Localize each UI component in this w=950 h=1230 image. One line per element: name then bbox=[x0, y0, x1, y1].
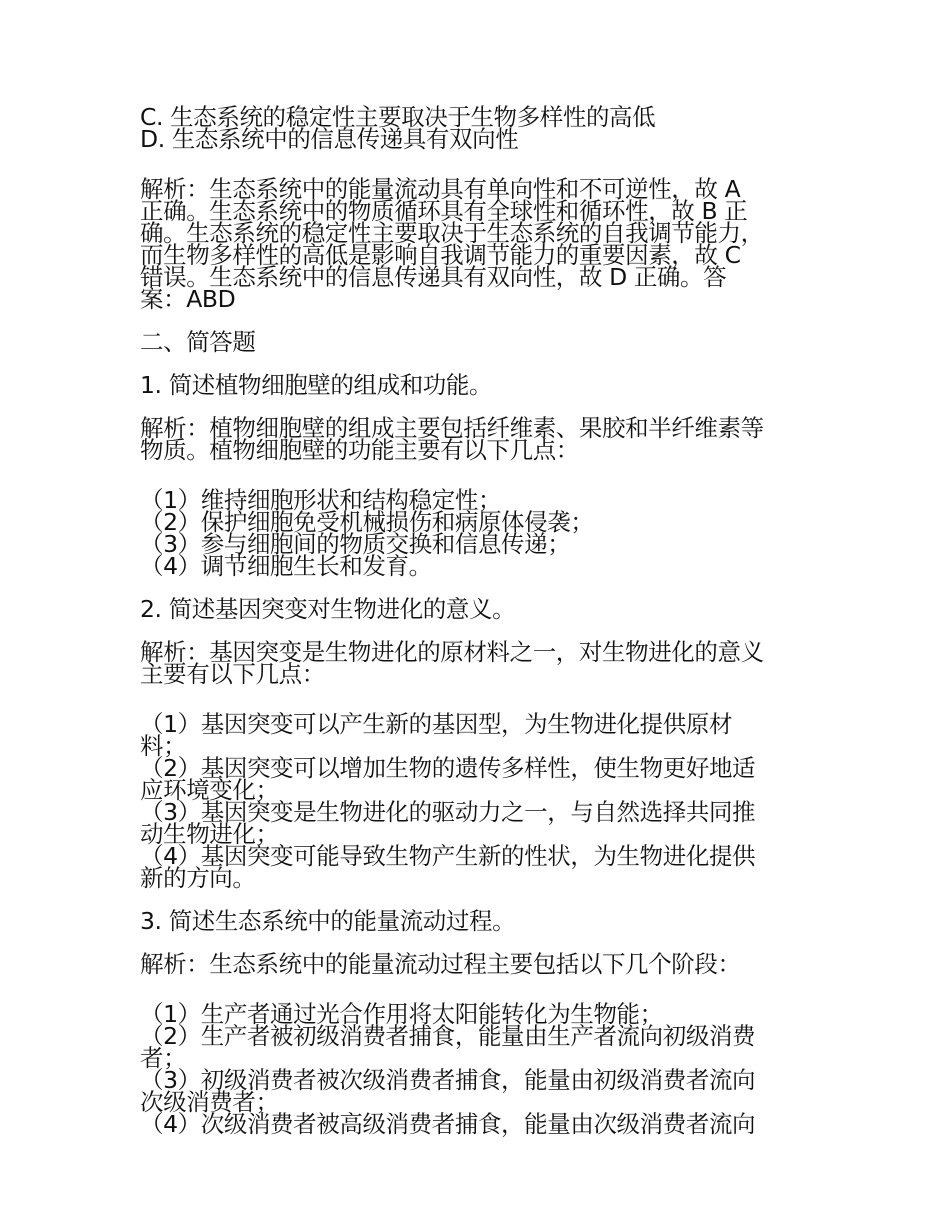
list-item: （3）参与细胞间的物质交换和信息传递； bbox=[140, 530, 571, 558]
list-item: 应环境变化； bbox=[140, 776, 279, 804]
analysis-line: 物质。植物细胞壁的功能主要有以下几点： bbox=[140, 436, 579, 464]
analysis-line: 案：ABD bbox=[140, 285, 236, 313]
analysis-line: 正确。生态系统中的物质循环具有全球性和循环性，故 B 正 bbox=[140, 197, 748, 225]
analysis-line: 解析：生态系统中的能量流动具有单向性和不可逆性，故 A bbox=[140, 175, 741, 203]
list-item: （4）调节细胞生长和发育。 bbox=[140, 552, 432, 580]
analysis-line: 解析：生态系统中的能量流动过程主要包括以下几个阶段： bbox=[140, 950, 741, 978]
question-3-points bbox=[140, 1000, 820, 1138]
question-1-points bbox=[140, 486, 820, 580]
list-item: （2）保护细胞免受机械损伤和病原体侵袭； bbox=[140, 508, 594, 536]
question-2-points bbox=[140, 710, 820, 892]
list-item: （3）初级消费者被次级消费者捕食，能量由初级消费者流向 bbox=[140, 1066, 756, 1094]
analysis-line: 确。生态系统的稳定性主要取决于生态系统的自我调节能力， bbox=[140, 219, 764, 247]
analysis-line: 而生物多样性的高低是影响自我调节能力的重要因素，故 C bbox=[140, 241, 741, 269]
list-item: 动生物进化； bbox=[140, 820, 279, 848]
choice-analysis bbox=[140, 175, 820, 313]
question-3: 3. 简述生态系统中的能量流动过程。 bbox=[140, 907, 516, 935]
list-item: 次级消费者； bbox=[140, 1088, 279, 1116]
list-item: （1）生产者通过光合作用将太阳能转化为生物能； bbox=[140, 1000, 663, 1028]
option-c: C. 生态系统的稳定性主要取决于生物多样性的高低 bbox=[140, 103, 656, 131]
document-page bbox=[140, 103, 820, 1138]
list-item: （4）基因突变可能导致生物产生新的性状，为生物进化提供 bbox=[140, 842, 756, 870]
question-2-analysis bbox=[140, 638, 820, 688]
list-item: 新的方向。 bbox=[140, 864, 256, 892]
list-item: （2）基因突变可以增加生物的遗传多样性，使生物更好地适 bbox=[140, 754, 756, 782]
list-item: （3）基因突变是生物进化的驱动力之一，与自然选择共同推 bbox=[140, 798, 756, 826]
list-item: （4）次级消费者被高级消费者捕食，能量由次级消费者流向 bbox=[140, 1110, 756, 1138]
question-1: 1. 简述植物细胞壁的组成和功能。 bbox=[140, 371, 493, 399]
question-2: 2. 简述基因突变对生物进化的意义。 bbox=[140, 595, 516, 623]
analysis-line: 解析：基因突变是生物进化的原材料之一，对生物进化的意义 bbox=[140, 638, 764, 666]
list-item: 者； bbox=[140, 1044, 187, 1072]
analysis-line: 主要有以下几点： bbox=[140, 660, 325, 688]
question-1-analysis bbox=[140, 414, 820, 464]
analysis-line: 解析：植物细胞壁的组成主要包括纤维素、果胶和半纤维素等 bbox=[140, 414, 764, 442]
section-title: 二、简答题 bbox=[140, 328, 256, 356]
option-d: D. 生态系统中的信息传递具有双向性 bbox=[140, 125, 519, 153]
list-item: （1）基因突变可以产生新的基因型，为生物进化提供原材 bbox=[140, 710, 733, 738]
analysis-line: 错误。生态系统中的信息传递具有双向性，故 D 正确。答 bbox=[140, 263, 727, 291]
list-item: （1）维持细胞形状和结构稳定性； bbox=[140, 486, 502, 514]
list-item: 料； bbox=[140, 732, 187, 760]
question-3-analysis bbox=[140, 950, 820, 978]
list-item: （2）生产者被初级消费者捕食，能量由生产者流向初级消费 bbox=[140, 1022, 756, 1050]
